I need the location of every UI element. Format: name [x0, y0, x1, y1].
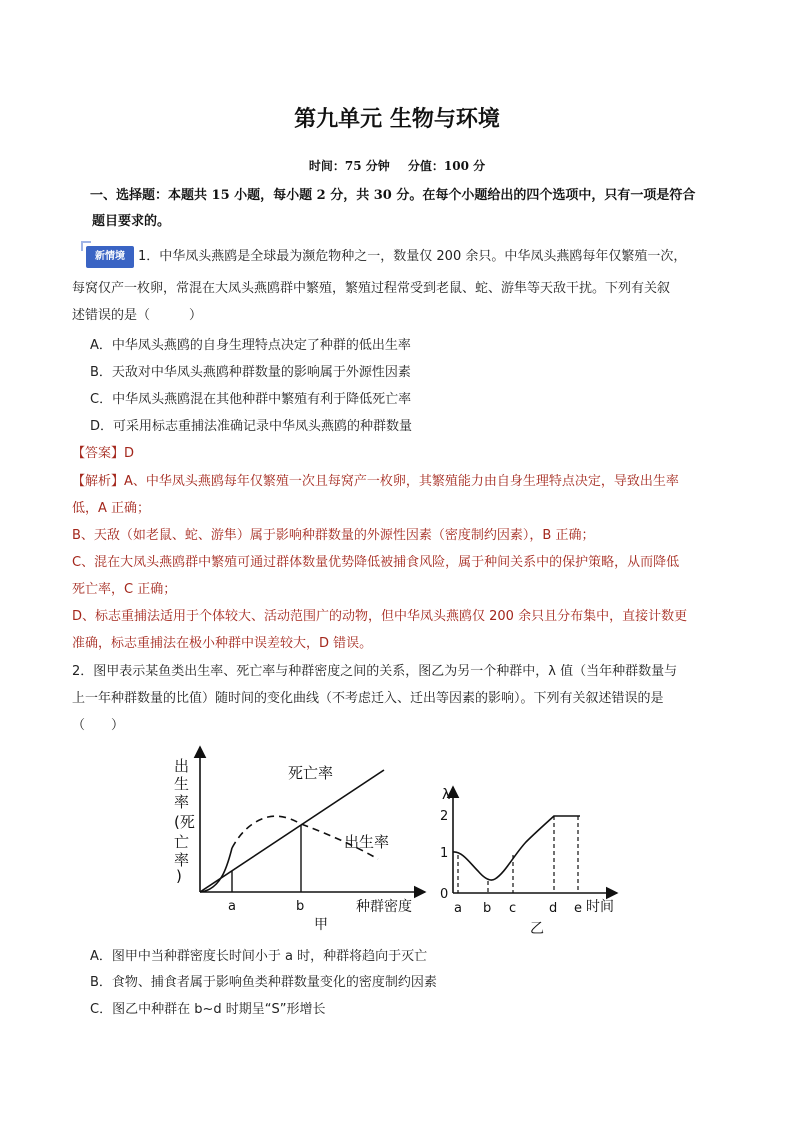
- q1-analysis: [72, 468, 728, 657]
- birth-rate-curve-solid: [200, 848, 232, 892]
- q1-option-b: B．天敌对中华凤头燕鸥种群数量的影响属于外源性因素: [90, 365, 411, 380]
- jia-xlabel: 种群密度: [356, 899, 412, 915]
- answer-tag: 【答案】: [72, 446, 125, 461]
- yi-xtick-a: a: [454, 901, 462, 916]
- q1-answer: [72, 440, 728, 467]
- jia-tick-b: b: [296, 899, 305, 914]
- birth-rate-label: 出生率: [344, 833, 390, 851]
- jia-ylabel-6: 率: [174, 851, 190, 869]
- yi-xtick-e: e: [574, 901, 582, 916]
- answer-value: D: [124, 446, 135, 461]
- analysis-b: B、天敌（如老鼠、蛇、游隼）属于影响种群数量的外源性因素（密度制约因素），B 正确；: [72, 528, 595, 543]
- q1-option-a: A．中华凤头燕鸥的自身生理特点决定了种群的低出生率: [90, 338, 411, 353]
- graph-yi: [440, 787, 617, 937]
- analysis-c-line2: 死亡率，C 正确；: [72, 582, 177, 597]
- yi-xtick-d: d: [549, 901, 558, 916]
- question-2-figure: [170, 745, 630, 945]
- q2-option-c: C．图乙中种群在 b~d 时期呈“S”形增长: [90, 1002, 326, 1017]
- analysis-a-line2: 低，A 正确；: [72, 501, 151, 516]
- yi-xtick-c: c: [509, 901, 517, 916]
- jia-ylabel-2: 生: [174, 775, 190, 793]
- jia-ylabel-4: (死: [174, 813, 195, 831]
- analysis-c-line1: C、混在大凤头燕鸥群中繁殖可通过群体数量优势降低被捕食风险，属于种间关系中的保护策略，从而降低: [72, 555, 680, 570]
- graph-jia: [174, 747, 425, 933]
- yi-xlabel: 时间: [586, 899, 614, 915]
- new-context-badge: 新情境: [86, 246, 134, 268]
- section-heading-line2: 题目要求的。: [92, 214, 171, 229]
- section-heading-line1: 一、选择题：本题共 15 小题，每小题 2 分，共 30 分。在每个小题给出的四个选项中，只有一项是符合: [90, 188, 696, 203]
- death-rate-line: [200, 770, 384, 892]
- exam-score: 分值：100 分: [407, 159, 486, 173]
- jia-ylabel-7: ): [176, 867, 182, 885]
- question-2-line1: 2．图甲表示某鱼类出生率、死亡率与种群密度之间的关系，图乙为另一个种群中，λ 值（当年种群数量与: [72, 664, 678, 679]
- jia-ylabel-3: 率: [174, 793, 190, 811]
- q1-option-d: D．可采用标志重捕法准确记录中华凤头燕鸥的种群数量: [90, 419, 413, 434]
- page-title: 第九单元 生物与环境: [294, 106, 500, 132]
- jia-tick-a: a: [228, 899, 236, 914]
- jia-ylabel-5: 亡: [174, 833, 190, 851]
- jia-caption: 甲: [314, 917, 328, 933]
- death-rate-label: 死亡率: [288, 764, 334, 782]
- question-2-line2: 上一年种群数量的比值）随时间的变化曲线（不考虑迁入、迁出等因素的影响）。下列有关叙述错误的是: [72, 691, 664, 706]
- question-1-line1: [72, 243, 728, 270]
- yi-caption: 乙: [530, 921, 544, 937]
- question-1-text1: 1．中华凤头燕鸥是全球最为濒危物种之一，数量仅 200 余只。中华凤头燕鸥每年仅繁殖一次，: [138, 249, 687, 264]
- analysis-tag: 【解析】: [72, 474, 125, 489]
- analysis-a-line1: A、中华凤头燕鸥每年仅繁殖一次且每窝产一枚卵，其繁殖能力由自身生理特点决定，导致出生率: [124, 474, 679, 489]
- yi-ylabel: λ: [442, 787, 451, 803]
- lambda-curve: [453, 816, 580, 880]
- q1-option-c: C．中华凤头燕鸥混在其他种群中繁殖有利于降低死亡率: [90, 392, 412, 407]
- figure-svg: [170, 745, 630, 945]
- jia-ylabel-1: 出: [174, 757, 190, 775]
- section-heading: [92, 183, 728, 235]
- q2-option-a: A．图甲中当种群密度长时间小于 a 时，种群将趋向于灭亡: [90, 949, 428, 964]
- exam-time: 时间：75 分钟: [308, 159, 390, 173]
- analysis-d-line1: D、标志重捕法适用于个体较大、活动范围广的动物，但中华凤头燕鸥仅 200 余只且分布集中，直接计数更: [72, 609, 688, 624]
- yi-xtick-b: b: [483, 901, 492, 916]
- question-1-stem: [72, 243, 728, 329]
- question-2-line3: （ ）: [72, 718, 125, 733]
- yi-ytick-1: 1: [440, 846, 449, 861]
- yi-ytick-0: 0: [440, 887, 449, 902]
- question-2-stem: [72, 658, 728, 739]
- yi-ytick-2: 2: [440, 809, 449, 824]
- analysis-d-line2: 准确，标志重捕法在极小种群中误差较大，D 错误。: [72, 636, 373, 651]
- exam-meta: [0, 157, 794, 174]
- question-1-text3: 述错误的是（ ）: [72, 308, 203, 323]
- q2-option-b: B．食物、捕食者属于影响鱼类种群数量变化的密度制约因素: [90, 975, 437, 990]
- question-1-text2: 每窝仅产一枚卵，常混在大凤头燕鸥群中繁殖，繁殖过程常受到老鼠、蛇、游隼等天敌干扰。下列有关叙: [72, 281, 671, 296]
